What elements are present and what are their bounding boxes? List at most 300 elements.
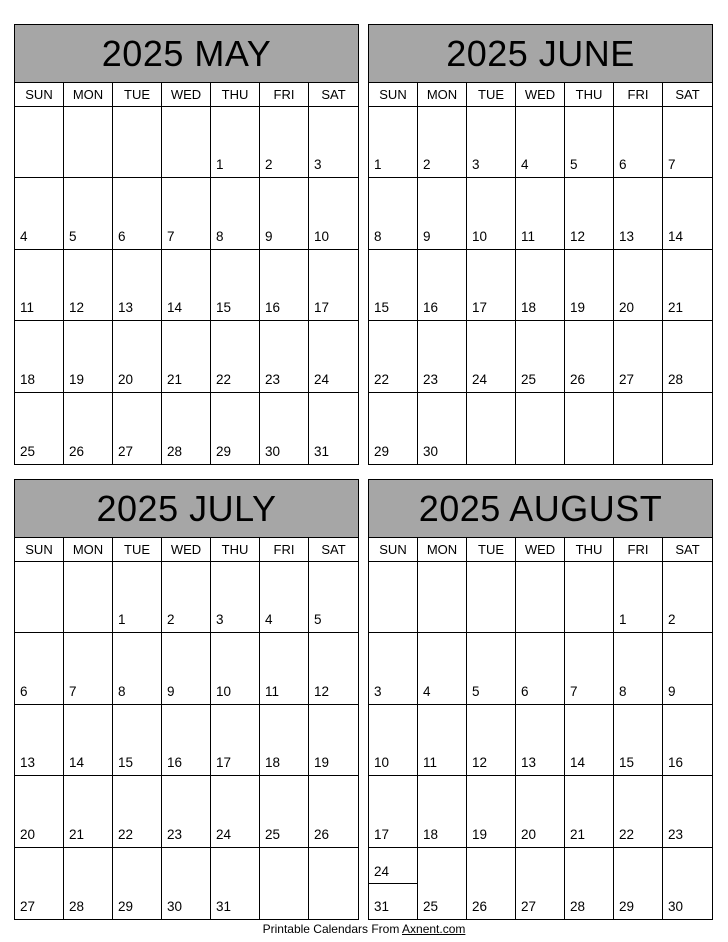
day-cell	[260, 250, 309, 321]
day-number: 27	[521, 898, 537, 914]
day-number: 14	[167, 300, 183, 316]
day-cell	[211, 562, 260, 633]
day-cell	[614, 321, 663, 392]
day-cell	[113, 848, 162, 919]
day-number: 15	[619, 755, 635, 771]
day-number: 3	[472, 157, 480, 173]
day-cell	[211, 393, 260, 464]
day-cell	[663, 321, 712, 392]
day-number: 21	[668, 300, 684, 316]
month-title: 2025 AUGUST	[369, 480, 712, 538]
day-cell	[614, 633, 663, 704]
weekday-label: MON	[64, 538, 113, 561]
day-cell	[565, 393, 614, 464]
day-cell	[64, 633, 113, 704]
weekday-label: THU	[211, 538, 260, 561]
day-cell	[162, 633, 211, 704]
day-cell	[260, 705, 309, 776]
day-number: 7	[167, 228, 175, 244]
day-cell	[663, 705, 712, 776]
day-number: 18	[20, 371, 36, 387]
day-cell	[211, 848, 260, 919]
day-cell	[418, 848, 467, 919]
day-cell	[614, 178, 663, 249]
day-number: 19	[472, 826, 488, 842]
day-cell	[663, 633, 712, 704]
day-number: 25	[423, 898, 439, 914]
day-cell	[211, 705, 260, 776]
day-cell	[614, 107, 663, 178]
day-number: 20	[619, 300, 635, 316]
day-number: 21	[69, 826, 85, 842]
day-number: 2	[423, 157, 431, 173]
day-number: 24	[216, 826, 232, 842]
day-cell	[663, 178, 712, 249]
weekday-label: TUE	[113, 83, 162, 106]
day-cell	[467, 848, 516, 919]
day-number: 31	[374, 898, 390, 914]
day-number: 11	[265, 683, 280, 699]
day-number: 26	[472, 898, 488, 914]
day-cell	[309, 178, 358, 249]
weekday-label: FRI	[260, 83, 309, 106]
day-number: 27	[118, 443, 134, 459]
day-number: 9	[265, 228, 273, 244]
day-cell	[260, 393, 309, 464]
day-number: 7	[668, 157, 676, 173]
day-number: 6	[118, 228, 126, 244]
day-number: 22	[374, 371, 390, 387]
day-cell	[467, 178, 516, 249]
day-cell	[260, 633, 309, 704]
day-cell	[418, 178, 467, 249]
day-number: 16	[167, 755, 183, 771]
day-grid	[15, 107, 358, 464]
day-cell	[565, 178, 614, 249]
day-number: 1	[619, 612, 627, 628]
month-title: 2025 JUNE	[369, 25, 712, 83]
day-number: 15	[374, 300, 390, 316]
day-cell	[418, 393, 467, 464]
day-cell	[113, 776, 162, 847]
day-cell	[15, 562, 64, 633]
day-number: 1	[118, 612, 126, 628]
day-number: 9	[668, 683, 676, 699]
day-cell	[369, 633, 418, 704]
day-cell	[15, 848, 64, 919]
day-number: 28	[668, 371, 684, 387]
day-number: 30	[167, 898, 183, 914]
day-number: 4	[521, 157, 529, 173]
weekday-label: THU	[565, 538, 614, 561]
day-cell	[418, 562, 467, 633]
day-number: 27	[20, 898, 36, 914]
day-cell	[64, 393, 113, 464]
day-number: 25	[20, 443, 36, 459]
day-number: 4	[20, 228, 28, 244]
day-number: 17	[374, 826, 390, 842]
weekday-label: SAT	[675, 87, 700, 102]
footer-prefix: Printable Calendars From	[262, 922, 403, 936]
day-number: 29	[118, 898, 134, 914]
day-number: 23	[265, 371, 281, 387]
day-cell	[15, 178, 64, 249]
day-number: 17	[314, 300, 330, 316]
day-number: 21	[570, 826, 586, 842]
day-cell	[467, 393, 516, 464]
day-cell	[418, 321, 467, 392]
month-title: 2025 MAY	[15, 25, 358, 83]
day-cell	[614, 776, 663, 847]
day-cell	[663, 848, 712, 919]
day-cell	[516, 848, 565, 919]
day-number: 27	[619, 371, 635, 387]
day-cell	[516, 107, 565, 178]
day-cell	[162, 705, 211, 776]
day-cell	[309, 633, 358, 704]
day-cell	[15, 250, 64, 321]
day-cell	[309, 107, 358, 178]
day-number: 2	[668, 612, 676, 628]
calendar-july	[14, 479, 359, 920]
day-number: 3	[374, 683, 382, 699]
day-number: 4	[265, 612, 273, 628]
day-number: 13	[619, 228, 635, 244]
day-cell	[162, 178, 211, 249]
day-cell	[64, 562, 113, 633]
day-cell	[516, 250, 565, 321]
day-number: 25	[265, 826, 281, 842]
day-cell	[516, 705, 565, 776]
day-cell	[565, 250, 614, 321]
day-cell	[211, 107, 260, 178]
weekday-label: MON	[418, 83, 467, 106]
day-number: 24	[314, 371, 330, 387]
weekday-label: WED	[162, 83, 211, 106]
day-number: 24	[472, 371, 488, 387]
day-cell	[113, 393, 162, 464]
day-cell	[663, 250, 712, 321]
day-cell	[260, 107, 309, 178]
day-cell	[369, 562, 418, 633]
day-number: 13	[20, 755, 36, 771]
day-number: 2	[167, 612, 175, 628]
day-cell	[565, 705, 614, 776]
day-number: 21	[167, 371, 183, 387]
weekday-header	[15, 538, 358, 562]
day-grid	[369, 562, 712, 919]
day-cell	[565, 562, 614, 633]
day-number: 11	[20, 300, 35, 316]
day-number: 24	[374, 863, 390, 879]
day-number: 4	[423, 683, 431, 699]
day-cell	[467, 776, 516, 847]
day-number: 11	[521, 228, 536, 244]
day-cell	[260, 562, 309, 633]
day-number: 14	[570, 755, 586, 771]
weekday-header	[369, 538, 712, 562]
day-cell	[15, 705, 64, 776]
day-cell	[369, 705, 418, 776]
day-number: 26	[314, 826, 330, 842]
day-number: 10	[374, 755, 390, 771]
weekday-label: SUN	[369, 538, 418, 561]
day-cell	[15, 321, 64, 392]
day-cell	[418, 107, 467, 178]
day-number: 18	[521, 300, 537, 316]
day-cell	[162, 562, 211, 633]
day-cell	[162, 107, 211, 178]
day-cell	[565, 848, 614, 919]
day-number: 10	[314, 228, 330, 244]
weekday-label: WED	[516, 538, 565, 561]
weekday-label: THU	[211, 83, 260, 106]
day-cell	[516, 393, 565, 464]
weekday-label: SAT	[675, 542, 700, 557]
day-number: 5	[570, 157, 578, 173]
day-number: 28	[167, 443, 183, 459]
day-number: 30	[265, 443, 281, 459]
day-cell	[663, 107, 712, 178]
day-number: 12	[314, 683, 330, 699]
day-cell	[467, 705, 516, 776]
day-cell	[565, 321, 614, 392]
day-number: 31	[216, 898, 232, 914]
day-cell	[369, 393, 418, 464]
day-number: 19	[314, 755, 330, 771]
weekday-label: TUE	[467, 83, 516, 106]
day-cell	[565, 776, 614, 847]
day-grid	[15, 562, 358, 919]
day-number: 13	[521, 755, 537, 771]
day-cell	[516, 562, 565, 633]
day-number: 6	[521, 683, 529, 699]
weekday-label: MON	[418, 538, 467, 561]
day-cell	[113, 321, 162, 392]
day-number: 6	[619, 157, 627, 173]
day-number: 6	[20, 683, 28, 699]
weekday-label: WED	[162, 538, 211, 561]
day-cell	[162, 250, 211, 321]
day-cell	[309, 705, 358, 776]
day-cell	[260, 776, 309, 847]
day-cell	[369, 848, 418, 919]
day-cell	[467, 107, 516, 178]
day-cell	[614, 562, 663, 633]
day-cell	[467, 633, 516, 704]
day-number: 12	[69, 300, 85, 316]
day-cell	[211, 633, 260, 704]
day-number: 17	[216, 755, 232, 771]
day-number: 9	[167, 683, 175, 699]
day-cell	[418, 250, 467, 321]
day-cell	[467, 562, 516, 633]
calendar-june	[368, 24, 713, 465]
day-cell	[15, 393, 64, 464]
day-number: 15	[118, 755, 134, 771]
day-cell	[663, 562, 712, 633]
day-number: 8	[619, 683, 627, 699]
day-cell	[260, 321, 309, 392]
day-cell	[467, 250, 516, 321]
day-number: 26	[69, 443, 85, 459]
day-number: 18	[265, 755, 281, 771]
day-number: 3	[216, 612, 224, 628]
weekday-label: TUE	[113, 538, 162, 561]
day-number: 29	[216, 443, 232, 459]
day-cell	[309, 321, 358, 392]
day-cell	[565, 633, 614, 704]
day-cell	[211, 321, 260, 392]
day-cell	[15, 633, 64, 704]
day-cell	[418, 705, 467, 776]
day-number: 19	[570, 300, 586, 316]
weekday-label: THU	[565, 83, 614, 106]
day-number: 14	[69, 755, 85, 771]
weekday-label: SUN	[369, 83, 418, 106]
day-number: 23	[668, 826, 684, 842]
day-number: 17	[472, 300, 488, 316]
weekday-label: TUE	[467, 538, 516, 561]
day-cell	[211, 178, 260, 249]
day-number: 16	[423, 300, 439, 316]
day-number: 12	[570, 228, 586, 244]
weekday-label: FRI	[614, 538, 663, 561]
weekday-label: FRI	[260, 538, 309, 561]
day-cell	[162, 776, 211, 847]
day-number: 20	[521, 826, 537, 842]
day-cell	[113, 633, 162, 704]
weekday-label: SUN	[15, 83, 64, 106]
day-number: 10	[472, 228, 488, 244]
day-cell	[64, 705, 113, 776]
day-cell	[211, 776, 260, 847]
day-number: 30	[668, 898, 684, 914]
day-cell	[309, 393, 358, 464]
day-grid	[369, 107, 712, 464]
day-number: 8	[118, 683, 126, 699]
day-cell	[614, 393, 663, 464]
day-cell	[516, 321, 565, 392]
day-cell	[64, 250, 113, 321]
day-number: 3	[314, 157, 322, 173]
day-cell	[614, 848, 663, 919]
weekday-label: SUN	[15, 538, 64, 561]
day-number: 20	[118, 371, 134, 387]
day-number: 11	[423, 755, 438, 771]
day-cell	[309, 562, 358, 633]
day-number: 2	[265, 157, 273, 173]
day-number: 13	[118, 300, 134, 316]
day-cell	[369, 776, 418, 847]
day-cell	[260, 178, 309, 249]
day-number: 5	[69, 228, 77, 244]
day-number: 16	[265, 300, 281, 316]
footer	[0, 922, 728, 936]
day-number: 15	[216, 300, 232, 316]
day-number: 8	[374, 228, 382, 244]
day-number: 18	[423, 826, 439, 842]
day-number: 8	[216, 228, 224, 244]
day-number: 23	[423, 371, 439, 387]
day-cell-split	[369, 848, 417, 884]
day-cell	[162, 321, 211, 392]
day-number: 16	[668, 755, 684, 771]
day-number: 12	[472, 755, 488, 771]
footer-link[interactable]: Axnent.com	[402, 922, 466, 936]
weekday-header	[369, 83, 712, 107]
day-number: 14	[668, 228, 684, 244]
day-cell	[64, 178, 113, 249]
day-cell	[369, 321, 418, 392]
day-cell	[369, 250, 418, 321]
day-number: 7	[69, 683, 77, 699]
day-cell	[113, 178, 162, 249]
day-cell	[64, 776, 113, 847]
day-number: 1	[374, 157, 382, 173]
day-number: 1	[216, 157, 224, 173]
day-cell	[162, 393, 211, 464]
day-number: 23	[167, 826, 183, 842]
day-cell	[211, 250, 260, 321]
day-number: 30	[423, 443, 439, 459]
day-cell	[113, 562, 162, 633]
day-number: 28	[69, 898, 85, 914]
day-number: 29	[619, 898, 635, 914]
day-cell	[113, 705, 162, 776]
day-number: 19	[69, 371, 85, 387]
weekday-label: MON	[64, 83, 113, 106]
month-title: 2025 JULY	[15, 480, 358, 538]
day-number: 5	[472, 683, 480, 699]
day-cell	[260, 848, 309, 919]
day-number: 5	[314, 612, 322, 628]
weekday-label: SAT	[321, 87, 346, 102]
day-number: 28	[570, 898, 586, 914]
day-number: 22	[619, 826, 635, 842]
day-cell	[516, 633, 565, 704]
day-cell	[309, 848, 358, 919]
weekday-label: FRI	[614, 83, 663, 106]
day-number: 10	[216, 683, 232, 699]
day-cell	[418, 776, 467, 847]
day-cell	[64, 107, 113, 178]
day-cell	[565, 107, 614, 178]
day-cell	[15, 776, 64, 847]
day-number: 22	[118, 826, 134, 842]
day-cell	[369, 107, 418, 178]
day-number: 26	[570, 371, 586, 387]
day-cell	[113, 107, 162, 178]
calendar-may	[14, 24, 359, 465]
day-cell	[162, 848, 211, 919]
day-number: 22	[216, 371, 232, 387]
weekday-label: WED	[516, 83, 565, 106]
day-cell	[64, 321, 113, 392]
weekday-label: SAT	[321, 542, 346, 557]
day-cell	[614, 250, 663, 321]
day-number: 25	[521, 371, 537, 387]
day-number: 29	[374, 443, 390, 459]
day-cell	[309, 250, 358, 321]
day-cell	[614, 705, 663, 776]
weekday-header	[15, 83, 358, 107]
day-cell	[15, 107, 64, 178]
day-cell	[467, 321, 516, 392]
day-number: 20	[20, 826, 36, 842]
day-cell	[309, 776, 358, 847]
day-number: 31	[314, 443, 330, 459]
